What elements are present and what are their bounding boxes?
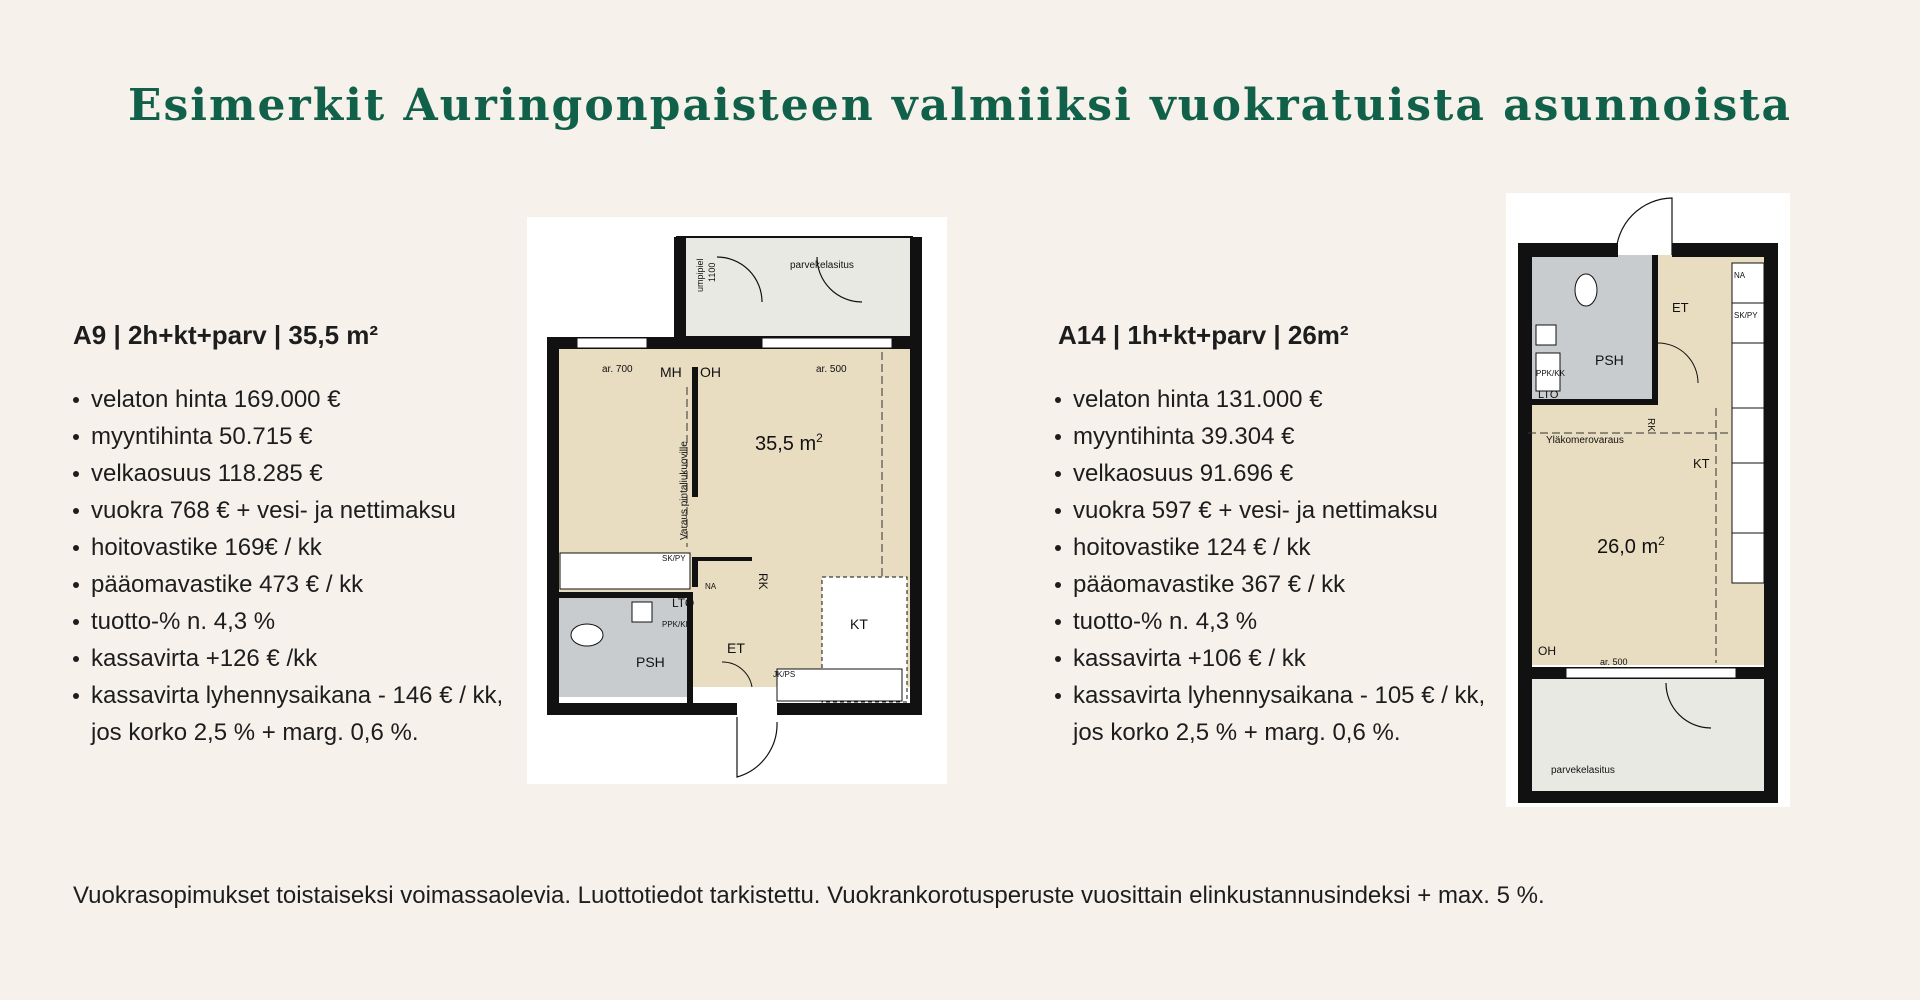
wall <box>692 557 752 561</box>
wall <box>1518 243 1618 257</box>
et-label: ET <box>1672 300 1689 315</box>
psh-label: PSH <box>636 654 665 670</box>
entrance-door-swing <box>1616 198 1672 255</box>
fact-item: kassavirta +106 € / kk <box>1055 640 1495 677</box>
dim-1100-label: 1100 <box>707 262 717 282</box>
fact-item: hoitovastike 124 € / kk <box>1055 529 1495 566</box>
wall <box>1518 243 1532 803</box>
na-label: NA <box>705 582 717 591</box>
fact-item: myyntihinta 50.715 € <box>73 418 513 455</box>
balcony-label: parvekelasitus <box>1551 765 1615 776</box>
fact-item: kassavirta lyhennysaikana - 146 € / kk, jos korko 2,5 % + marg. 0,6 %. <box>73 677 513 751</box>
fact-item: kassavirta +126 € /kk <box>73 640 513 677</box>
window <box>762 338 892 348</box>
wardrobe-partition <box>692 367 698 497</box>
wall <box>1652 255 1658 405</box>
skpy-label: SK/PY <box>1734 311 1758 320</box>
fact-item: velaton hinta 169.000 € <box>73 381 513 418</box>
unit-a14-floor-plan <box>1506 193 1790 807</box>
unit-a14-heading: A14 | 1h+kt+parv | 26m² <box>1058 320 1349 350</box>
wall <box>547 703 737 715</box>
window <box>1566 668 1736 678</box>
fact-item: vuokra 597 € + vesi- ja nettimaksu <box>1055 492 1495 529</box>
unit-a9-heading: A9 | 2h+kt+parv | 35,5 m² <box>73 320 379 350</box>
floor-plan-a14-drawing <box>1506 193 1790 807</box>
fact-item: hoitovastike 169€ / kk <box>73 529 513 566</box>
kt-label: KT <box>1693 456 1710 471</box>
sink <box>632 602 652 622</box>
floor-plan-a9-drawing <box>527 217 947 784</box>
lto-label: LTO <box>672 596 695 610</box>
na-label: NA <box>1734 271 1746 280</box>
fact-item: tuotto-% n. 4,3 % <box>73 603 513 640</box>
jkps-label: JK/PS <box>773 670 796 679</box>
dim-label: ar. 500 <box>1600 657 1628 667</box>
unit-a9-floor-plan <box>527 217 947 784</box>
toilet <box>571 624 603 646</box>
fact-item: velaton hinta 131.000 € <box>1055 381 1495 418</box>
dim-label: ar. 500 <box>816 364 847 375</box>
wall <box>692 557 698 587</box>
et-label: ET <box>727 640 745 656</box>
skpy-label: SK/PY <box>662 554 686 563</box>
ylakomerovaraus-label: Yläkomerovaraus <box>1546 435 1624 446</box>
area-label: 35,5 $m^2$ <box>755 431 823 455</box>
balcony-area <box>677 237 912 337</box>
entrance-door-swing <box>737 717 777 777</box>
varaus-label: Varaus pintaliukuoville <box>679 441 690 540</box>
wall <box>910 337 922 715</box>
ppkk-label: PPK/KK <box>662 620 691 629</box>
unit-a9-facts <box>73 381 513 751</box>
wall <box>674 237 686 337</box>
fact-item: pääomavastike 473 € / kk <box>73 566 513 603</box>
fact-item: tuotto-% n. 4,3 % <box>1055 603 1495 640</box>
psh-label: PSH <box>1595 352 1624 368</box>
kt-label: KT <box>850 616 868 632</box>
rk-label: RK <box>756 573 770 590</box>
oh-label: OH <box>700 364 721 380</box>
fact-item: velkaosuus 118.285 € <box>73 455 513 492</box>
oh-label: OH <box>1538 644 1556 658</box>
wall <box>1518 791 1778 803</box>
wall <box>910 237 922 337</box>
stove <box>777 669 902 701</box>
toilet <box>1575 274 1597 306</box>
window <box>577 338 647 348</box>
fact-item: vuokra 768 € + vesi- ja nettimaksu <box>73 492 513 529</box>
sink <box>1536 325 1556 345</box>
mh-label: MH <box>660 364 682 380</box>
fact-item: pääomavastike 367 € / kk <box>1055 566 1495 603</box>
wall <box>1764 243 1778 803</box>
wall <box>777 703 922 715</box>
fact-item: myyntihinta 39.304 € <box>1055 418 1495 455</box>
lto-label: LTO <box>1538 389 1559 401</box>
fact-item: velkaosuus 91.696 € <box>1055 455 1495 492</box>
area-label: 26,0 $m^2$ <box>1597 534 1665 558</box>
rk-label: RK <box>1645 418 1656 432</box>
footer-note: Vuokrasopimukset toistaiseksi voimassaolevia. Luottotiedot tarkistettu. Vuokrankorotusperuste vuosittain elinkustannusindeksi + max. 5 %. <box>73 882 1545 909</box>
balcony-label: parvekelasitus <box>790 260 854 271</box>
fact-item: kassavirta lyhennysaikana - 105 € / kk, jos korko 2,5 % + marg. 0,6 %. <box>1055 677 1495 751</box>
ppkk-label: PPK/KK <box>1536 369 1565 378</box>
unit-a14-facts <box>1055 381 1495 751</box>
wall <box>547 337 559 715</box>
page-title: Esimerkit Auringonpaisteen valmiiksi vuokratuista asunnoista <box>127 80 1793 131</box>
dim-label: ar. 700 <box>602 364 633 375</box>
wall <box>1672 243 1778 257</box>
umpipiel-label: umpipiel <box>695 258 705 292</box>
